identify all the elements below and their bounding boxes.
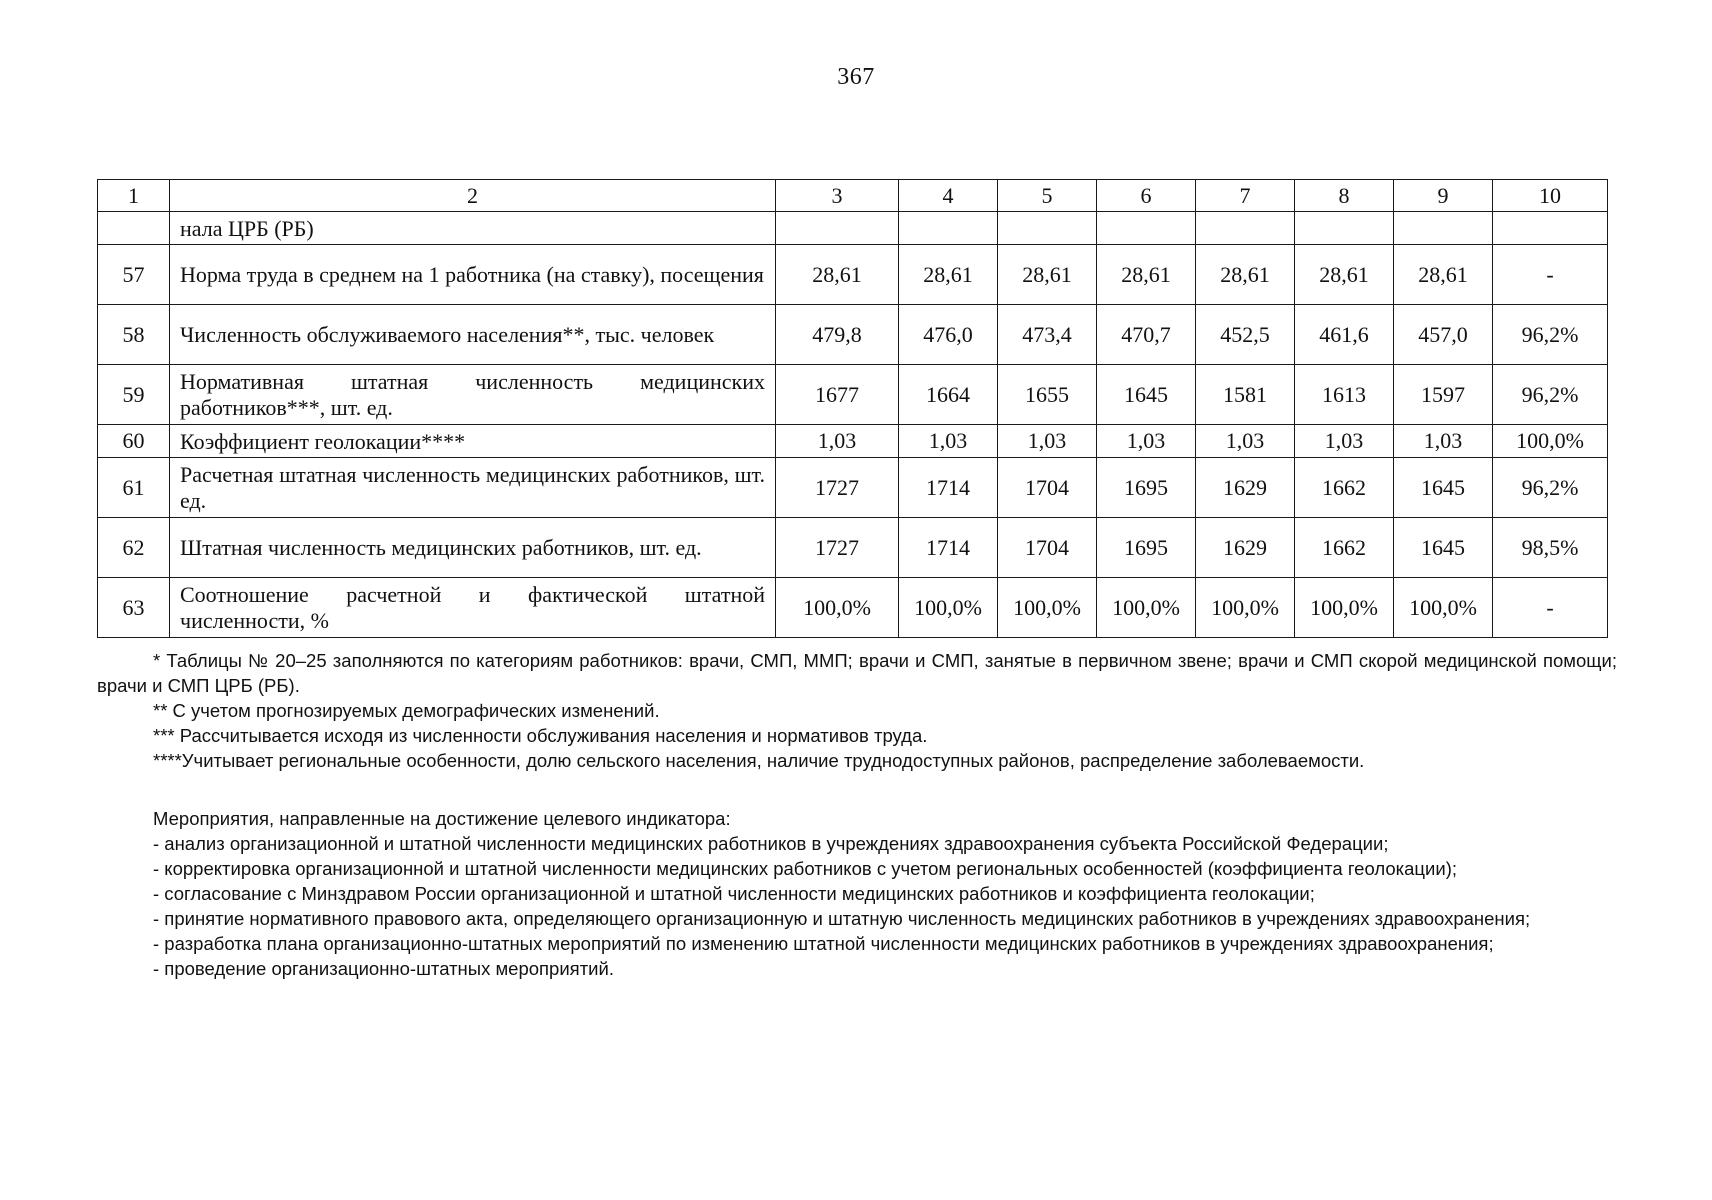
header-cell: 10 xyxy=(1493,180,1608,212)
footnote: ** С учетом прогнозируемых демографических изменений. xyxy=(153,700,660,721)
row-label-cell: Соотношение расчетной и фактической штатной численности, % xyxy=(170,578,776,638)
row-number-cell: 58 xyxy=(98,305,170,365)
header-cell: 7 xyxy=(1196,180,1295,212)
value-cell: 452,5 xyxy=(1196,305,1295,365)
value-cell: 96,2% xyxy=(1493,365,1608,425)
value-cell: 1662 xyxy=(1295,518,1394,578)
table-row xyxy=(98,458,1608,518)
footnote: ****Учитывает региональные особенности, долю сельского населения, наличие труднодоступных районов, распределение заболеваемости. xyxy=(153,750,1365,771)
value-cell: 96,2% xyxy=(1493,305,1608,365)
value-cell: 28,61 xyxy=(1196,245,1295,305)
staffing-table xyxy=(97,179,1608,638)
header-cell: 3 xyxy=(776,180,899,212)
value-cell: 1695 xyxy=(1097,458,1196,518)
value-cell: 28,61 xyxy=(998,245,1097,305)
value-cell: 1727 xyxy=(776,518,899,578)
value-cell: 1664 xyxy=(899,365,998,425)
header-cell: 6 xyxy=(1097,180,1196,212)
table-header-row xyxy=(98,180,1608,212)
value-cell: 1727 xyxy=(776,458,899,518)
row-label-cell: Расчетная штатная численность медицинских работников, шт. ед. xyxy=(170,458,776,518)
value-cell: 1,03 xyxy=(1196,425,1295,458)
value-cell: 28,61 xyxy=(1295,245,1394,305)
header-cell: 8 xyxy=(1295,180,1394,212)
value-cell: 1714 xyxy=(899,458,998,518)
row-label-cell: Коэффициент геолокации**** xyxy=(170,425,776,458)
empty-cell xyxy=(1493,212,1608,245)
value-cell: 1,03 xyxy=(776,425,899,458)
value-cell: 1,03 xyxy=(1394,425,1493,458)
value-cell: 28,61 xyxy=(1394,245,1493,305)
empty-cell xyxy=(1295,212,1394,245)
value-cell: 1645 xyxy=(1394,458,1493,518)
value-cell: 1,03 xyxy=(1295,425,1394,458)
value-cell: 1645 xyxy=(1097,365,1196,425)
value-cell: 1662 xyxy=(1295,458,1394,518)
row-number-cell xyxy=(98,212,170,245)
list-item: - анализ организационной и штатной численности медицинских работников в учреждениях здравоохранения субъекта Российской Федерации; xyxy=(153,833,1389,854)
list-item: - принятие нормативного правового акта, определяющего организационную и штатную численность медицинских работников в учреждениях здравоохранения; xyxy=(153,908,1531,929)
value-cell: 100,0% xyxy=(899,578,998,638)
row-label-cell: Численность обслуживаемого населения**, тыс. человек xyxy=(170,305,776,365)
value-cell: 1629 xyxy=(1196,518,1295,578)
page-number: 367 xyxy=(837,64,875,90)
value-cell: - xyxy=(1493,578,1608,638)
value-cell: 96,2% xyxy=(1493,458,1608,518)
value-cell: 1613 xyxy=(1295,365,1394,425)
value-cell: 461,6 xyxy=(1295,305,1394,365)
list-item: - корректировка организационной и штатной численности медицинских работников с учетом региональных особенностей (коэффициента геолокации); xyxy=(153,858,1457,879)
value-cell: 1704 xyxy=(998,458,1097,518)
value-cell: 470,7 xyxy=(1097,305,1196,365)
value-cell: 1704 xyxy=(998,518,1097,578)
header-cell: 9 xyxy=(1394,180,1493,212)
empty-cell xyxy=(1394,212,1493,245)
value-cell: 457,0 xyxy=(1394,305,1493,365)
value-cell: 98,5% xyxy=(1493,518,1608,578)
footnote: *** Рассчитывается исходя из численности обслуживания населения и нормативов труда. xyxy=(153,725,928,746)
empty-cell xyxy=(998,212,1097,245)
value-cell: 1,03 xyxy=(998,425,1097,458)
empty-cell xyxy=(1196,212,1295,245)
footnote: * Таблицы № 20–25 заполняются по категориям работников: врачи, СМП, ММП; врачи и СМП, занятые в первичном звене; врачи и СМП скорой медицинской помощи; врачи и СМП ЦРБ (РБ). xyxy=(97,650,1617,696)
row-label-cell: Штатная численность медицинских работников, шт. ед. xyxy=(170,518,776,578)
row-number-cell: 63 xyxy=(98,578,170,638)
value-cell: 28,61 xyxy=(899,245,998,305)
value-cell: 100,0% xyxy=(1196,578,1295,638)
value-cell: 473,4 xyxy=(998,305,1097,365)
value-cell: 100,0% xyxy=(998,578,1097,638)
table-row xyxy=(98,578,1608,638)
row-label-cell: нала ЦРБ (РБ) xyxy=(170,212,776,245)
value-cell: 28,61 xyxy=(776,245,899,305)
header-cell: 1 xyxy=(98,180,170,212)
empty-cell xyxy=(899,212,998,245)
row-number-cell: 60 xyxy=(98,425,170,458)
empty-cell xyxy=(1097,212,1196,245)
table-row xyxy=(98,365,1608,425)
value-cell: - xyxy=(1493,245,1608,305)
value-cell: 1597 xyxy=(1394,365,1493,425)
list-item: - проведение организационно-штатных мероприятий. xyxy=(153,958,614,979)
value-cell: 1,03 xyxy=(1097,425,1196,458)
header-cell: 4 xyxy=(899,180,998,212)
value-cell: 479,8 xyxy=(776,305,899,365)
row-number-cell: 59 xyxy=(98,365,170,425)
row-label-cell: Нормативная штатная численность медицинских работников***, шт. ед. xyxy=(170,365,776,425)
value-cell: 1629 xyxy=(1196,458,1295,518)
empty-cell xyxy=(776,212,899,245)
value-cell: 1677 xyxy=(776,365,899,425)
row-number-cell: 62 xyxy=(98,518,170,578)
value-cell: 100,0% xyxy=(1097,578,1196,638)
list-item: - разработка плана организационно-штатных мероприятий по изменению штатной численности медицинских работников в учреждениях здравоохранения; xyxy=(153,933,1494,954)
header-cell: 2 xyxy=(170,180,776,212)
header-cell: 5 xyxy=(998,180,1097,212)
list-item: - согласование с Минздравом России организационной и штатной численности медицинских работников и коэффициента геолокации; xyxy=(153,883,1315,904)
table-row xyxy=(98,425,1608,458)
footnotes xyxy=(97,648,1617,773)
value-cell: 1695 xyxy=(1097,518,1196,578)
value-cell: 100,0% xyxy=(1493,425,1608,458)
value-cell: 476,0 xyxy=(899,305,998,365)
row-label-cell: Норма труда в среднем на 1 работника (на ставку), посещения xyxy=(170,245,776,305)
value-cell: 1,03 xyxy=(899,425,998,458)
value-cell: 1714 xyxy=(899,518,998,578)
value-cell: 100,0% xyxy=(776,578,899,638)
value-cell: 1655 xyxy=(998,365,1097,425)
row-number-cell: 61 xyxy=(98,458,170,518)
value-cell: 1581 xyxy=(1196,365,1295,425)
value-cell: 1645 xyxy=(1394,518,1493,578)
table-row xyxy=(98,245,1608,305)
table-row xyxy=(98,305,1608,365)
table-row-continuation xyxy=(98,212,1608,245)
table-row xyxy=(98,518,1608,578)
measures-title: Мероприятия, направленные на достижение целевого индикатора: xyxy=(153,808,731,829)
row-number-cell: 57 xyxy=(98,245,170,305)
measures-section xyxy=(97,806,1617,981)
value-cell: 100,0% xyxy=(1394,578,1493,638)
value-cell: 28,61 xyxy=(1097,245,1196,305)
value-cell: 100,0% xyxy=(1295,578,1394,638)
